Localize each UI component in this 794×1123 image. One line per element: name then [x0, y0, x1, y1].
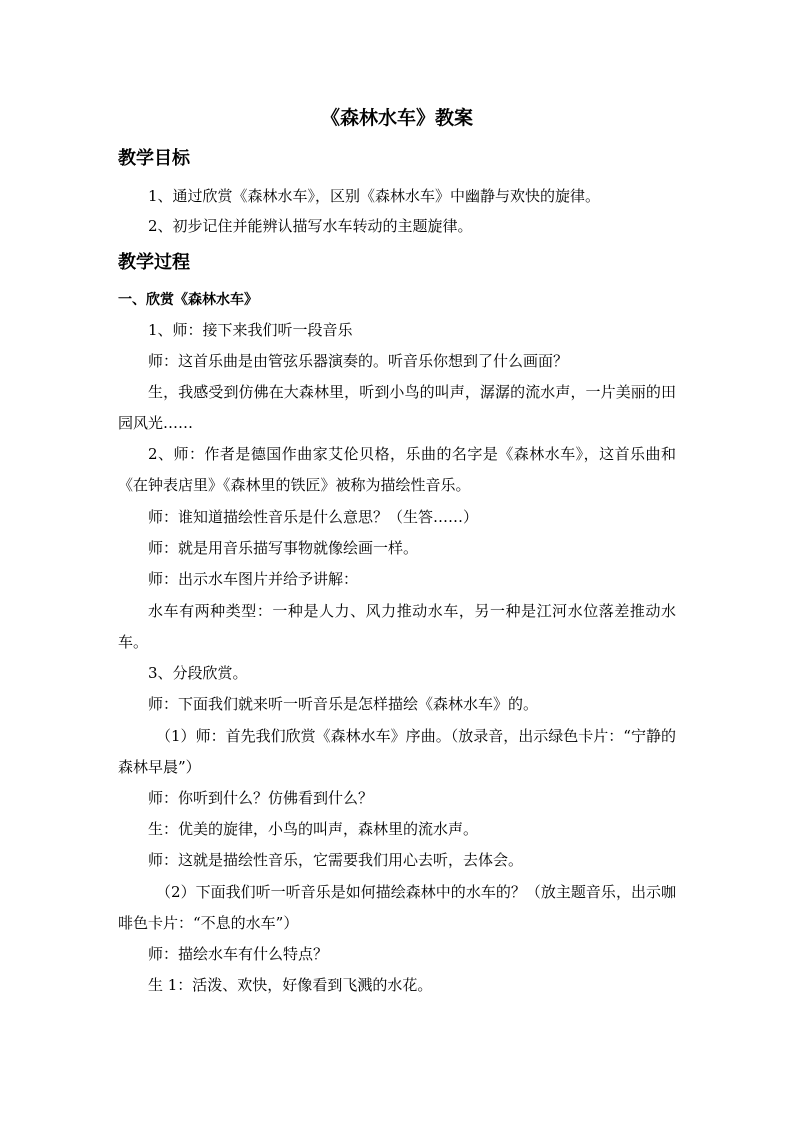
paragraph: 生，我感受到仿佛在大森林里，听到小鸟的叫声，潺潺的流水声，一片美丽的田园风光…… — [118, 383, 676, 432]
paragraph: 水车有两种类型：一种是人力、风力推动水车，另一种是江河水位落差推动水车。 — [118, 602, 676, 651]
paragraph: 师：出示水车图片并给予讲解： — [148, 570, 359, 588]
paragraph: 3、分段欣赏。 — [148, 664, 248, 682]
paragraph: （2）下面我们听一听音乐是如何描绘森林中的水车的？（放主题音乐，出示咖啡色卡片：“不息的水车”） — [118, 883, 676, 932]
section-heading-objectives: 教学目标 — [118, 148, 190, 169]
paragraph: 师：这就是描绘性音乐，它需要我们用心去听，去体会。 — [148, 851, 524, 869]
objective-item: 1、通过欣赏《森林水车》，区别《森林水车》中幽静与欢快的旋律。 — [148, 187, 601, 205]
objective-item: 2、初步记住并能辨认描写水车转动的主题旋律。 — [148, 217, 473, 235]
paragraph: 师：这首乐曲是由管弦乐器演奏的。听音乐你想到了什么画面？ — [148, 352, 569, 370]
paragraph: 师：就是用音乐描写事物就像绘画一样。 — [148, 539, 419, 557]
document-title: 《森林水车》教案 — [320, 107, 473, 129]
paragraph: 生：优美的旋律，小鸟的叫声，森林里的流水声。 — [148, 820, 479, 838]
paragraph: 2、师：作者是德国作曲家艾伦贝格，乐曲的名字是《森林水车》，这首乐曲和《在钟表店里》《森林里的铁匠》被称为描绘性音乐。 — [118, 445, 676, 494]
paragraph: 师：下面我们就来听一听音乐是怎样描绘《森林水车》的。 — [148, 695, 539, 713]
paragraph: 师：谁知道描绘性音乐是什么意思？（生答……） — [148, 508, 479, 526]
paragraph: （1）师：首先我们欣赏《森林水车》序曲。（放录音，出示绿色卡片：“宁静的森林早晨”） — [118, 727, 676, 776]
paragraph: 师：你听到什么？仿佛看到什么？ — [148, 789, 374, 807]
section-heading-process: 教学过程 — [118, 252, 190, 273]
paragraph: 1、师：接下来我们听一段音乐 — [148, 321, 353, 339]
paragraph: 师：描绘水车有什么特点？ — [148, 945, 329, 963]
paragraph: 生 1：活泼、欢快，好像看到飞溅的水花。 — [148, 976, 433, 994]
subsection-heading: 一、欣赏《森林水车》 — [118, 292, 258, 308]
